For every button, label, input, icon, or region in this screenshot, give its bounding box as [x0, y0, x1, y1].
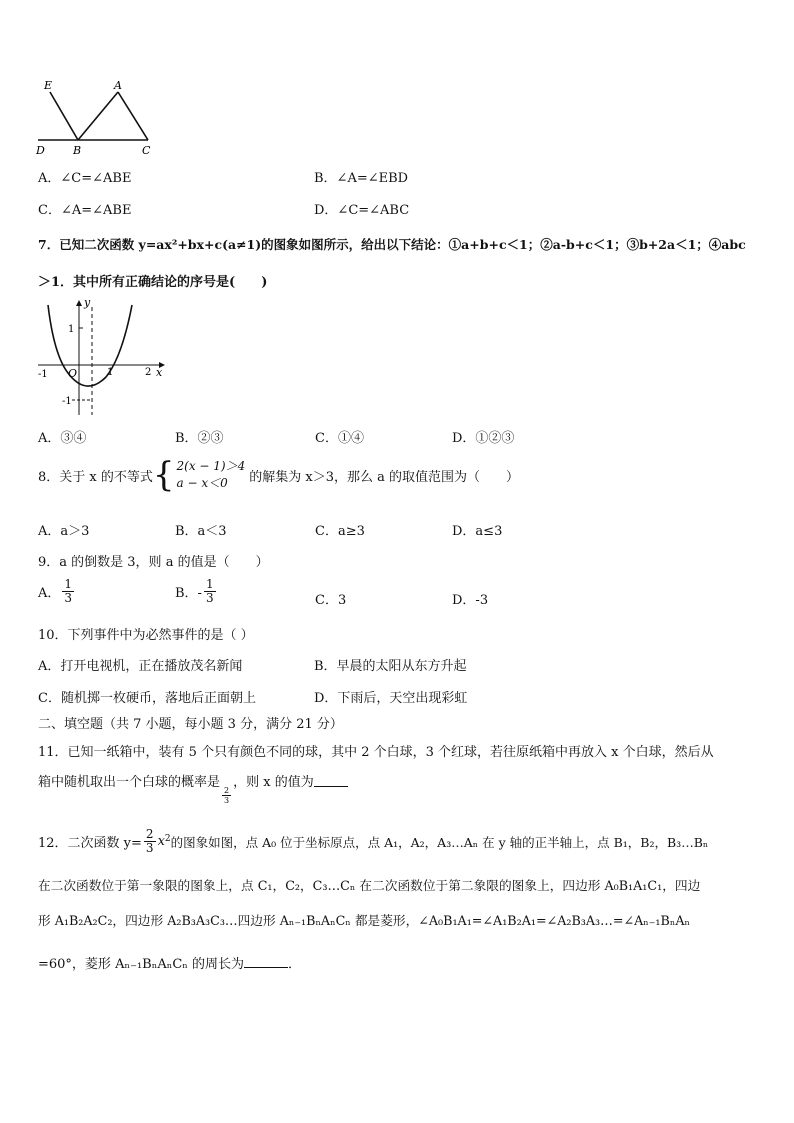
q8-stem	[38, 455, 520, 495]
q7-option-a[interactable]: A．③④	[38, 431, 87, 446]
q11-line2-prefix: 箱中随机取出一个白球的概率是	[38, 775, 221, 790]
label-x: x	[156, 366, 163, 379]
q7-option-d[interactable]: D．①②③	[452, 431, 515, 446]
q10-option-a[interactable]: A．打开电视机，正在播放茂名新闻	[38, 659, 243, 674]
fraction-numerator: 2	[145, 827, 154, 841]
q6-option-a[interactable]: A．∠C=∠ABE	[38, 171, 132, 186]
q12-line2: 在二次函数位于第一象限的图象上，点 C₁，C₂，C₃…Cₙ 在二次函数位于第二象限的图象上，四边形 A₀B₁A₁C₁，四边	[38, 878, 701, 893]
fraction-denominator: 3	[224, 796, 230, 805]
q12-line4-suffix: ．	[288, 957, 302, 972]
fraction-denominator: 3	[64, 591, 73, 605]
q12-line1	[38, 828, 708, 855]
fraction-one-third	[62, 578, 74, 605]
line-EB	[50, 92, 78, 140]
q11-line2-suffix: ，则 x 的值为	[233, 775, 314, 790]
q9-stem: 9．a 的倒数是 3，则 a 的值是（ ）	[38, 555, 269, 570]
q6-option-d[interactable]: D．∠C=∠ABC	[314, 203, 410, 218]
q9-option-b[interactable]	[175, 578, 218, 605]
parabola-graph	[34, 295, 174, 420]
fraction-two-thirds	[222, 786, 231, 805]
q9-option-c[interactable]: C．3	[315, 593, 347, 608]
inequality-2: a − x＜0	[176, 476, 228, 490]
q10-option-b[interactable]: B．早晨的太阳从东方升起	[314, 659, 467, 674]
q11-line1: 11．已知一纸箱中，装有 5 个只有颜色不同的球，其中 2 个白球，3 个红球，若往原纸箱中再放入 x 个白球，然后从	[38, 745, 714, 760]
q11-line2	[38, 771, 348, 805]
label-C: C	[142, 144, 151, 157]
label-A: A	[114, 79, 122, 92]
q8-option-c[interactable]: C．a≥3	[315, 524, 365, 539]
tick-label-y-1: 1	[68, 324, 75, 335]
fraction-numerator: 1	[205, 577, 214, 591]
q12-line4-prefix: =60°，菱形 Aₙ₋₁BₙAₙCₙ 的周长为	[38, 957, 245, 972]
q6-option-c[interactable]: C．∠A=∠ABE	[38, 203, 132, 218]
q9-option-a[interactable]	[38, 578, 76, 605]
label-D: D	[36, 144, 45, 157]
inequality-1: 2(x − 1)＞4	[176, 459, 246, 473]
q12-prefix: 12．二次函数 y=	[38, 836, 142, 851]
q10-option-d[interactable]: D．下雨后，天空出现彩虹	[314, 691, 468, 706]
fraction-numerator: 2	[224, 786, 230, 795]
label-y: y	[84, 296, 91, 309]
q7-option-b[interactable]: B．②③	[175, 431, 224, 446]
answer-blank[interactable]	[244, 966, 288, 968]
q8-option-a[interactable]: A．a＞3	[38, 524, 90, 539]
section-heading: 二、填空题（共 7 小题，每小题 3 分，满分 21 分）	[38, 717, 343, 732]
q12-line1-rest: 的图象如图，点 A₀ 位于坐标原点，点 A₁，A₂，A₃…Aₙ 在 y 轴的正半轴上，点 B₁，B₂，B₃…Bₙ	[170, 834, 709, 850]
label-E: E	[44, 79, 53, 92]
q8-prefix: 8．关于 x 的不等式	[38, 469, 153, 485]
brace-icon: {	[152, 455, 175, 495]
q8-option-b[interactable]: B．a＜3	[175, 524, 227, 539]
fraction-numerator: 1	[64, 577, 73, 591]
q8-suffix: 的解集为 x＞3，那么 a 的取值范围为（ ）	[249, 469, 520, 485]
q12-variable-x: x	[157, 834, 165, 849]
q9-option-d[interactable]: D．-3	[452, 593, 489, 608]
line-AC	[118, 92, 148, 140]
parabola-curve	[48, 305, 132, 386]
tick-label-y-neg1: -1	[62, 396, 72, 407]
q10-stem: 10．下列事件中为必然事件的是（ ）	[38, 628, 254, 643]
q7-stem-line2: ＞1．其中所有正确结论的序号是( )	[38, 275, 268, 290]
inequality-system	[152, 455, 246, 495]
q12-exponent: 2	[164, 834, 171, 844]
line-BA	[78, 92, 118, 140]
label-B: B	[73, 144, 82, 157]
q9-option-a-prefix: A．	[38, 586, 61, 601]
q6-option-b[interactable]: B．∠A=∠EBD	[314, 171, 409, 186]
q10-option-c[interactable]: C．随机掷一枚硬币，落地后正面朝上	[38, 691, 256, 706]
triangle-figure	[30, 75, 160, 160]
answer-blank[interactable]	[314, 785, 348, 787]
tick-label-x-1: 1	[107, 367, 114, 378]
label-origin: O	[68, 367, 78, 380]
tick-label-x-neg1: -1	[38, 369, 48, 380]
fraction-neg-one-third	[204, 578, 216, 605]
fraction-denominator: 3	[205, 591, 214, 605]
q7-stem-line1: 7．已知二次函数 y=ax²+bx+c(a≠1)的图象如图所示，给出以下结论：①a+b+c＜1；②a-b+c＜1；③b+2a＜1；④abc	[38, 237, 746, 252]
fraction-two-thirds	[144, 828, 156, 855]
q8-option-d[interactable]: D．a≤3	[452, 524, 503, 539]
tick-label-x-2: 2	[145, 367, 152, 378]
q12-line4	[38, 953, 301, 972]
fraction-denominator: 3	[145, 841, 154, 855]
q7-option-c[interactable]: C．①④	[315, 431, 364, 446]
q9-option-b-prefix: B．-	[175, 586, 202, 601]
q12-line3: 形 A₁B₂A₂C₂，四边形 A₂B₃A₃C₃…四边形 Aₙ₋₁BₙAₙCₙ 都是菱形，∠A₀B₁A₁=∠A₁B₂A₁=∠A₂B₃A₃…=∠Aₙ₋₁BₙAₙ	[38, 913, 690, 928]
